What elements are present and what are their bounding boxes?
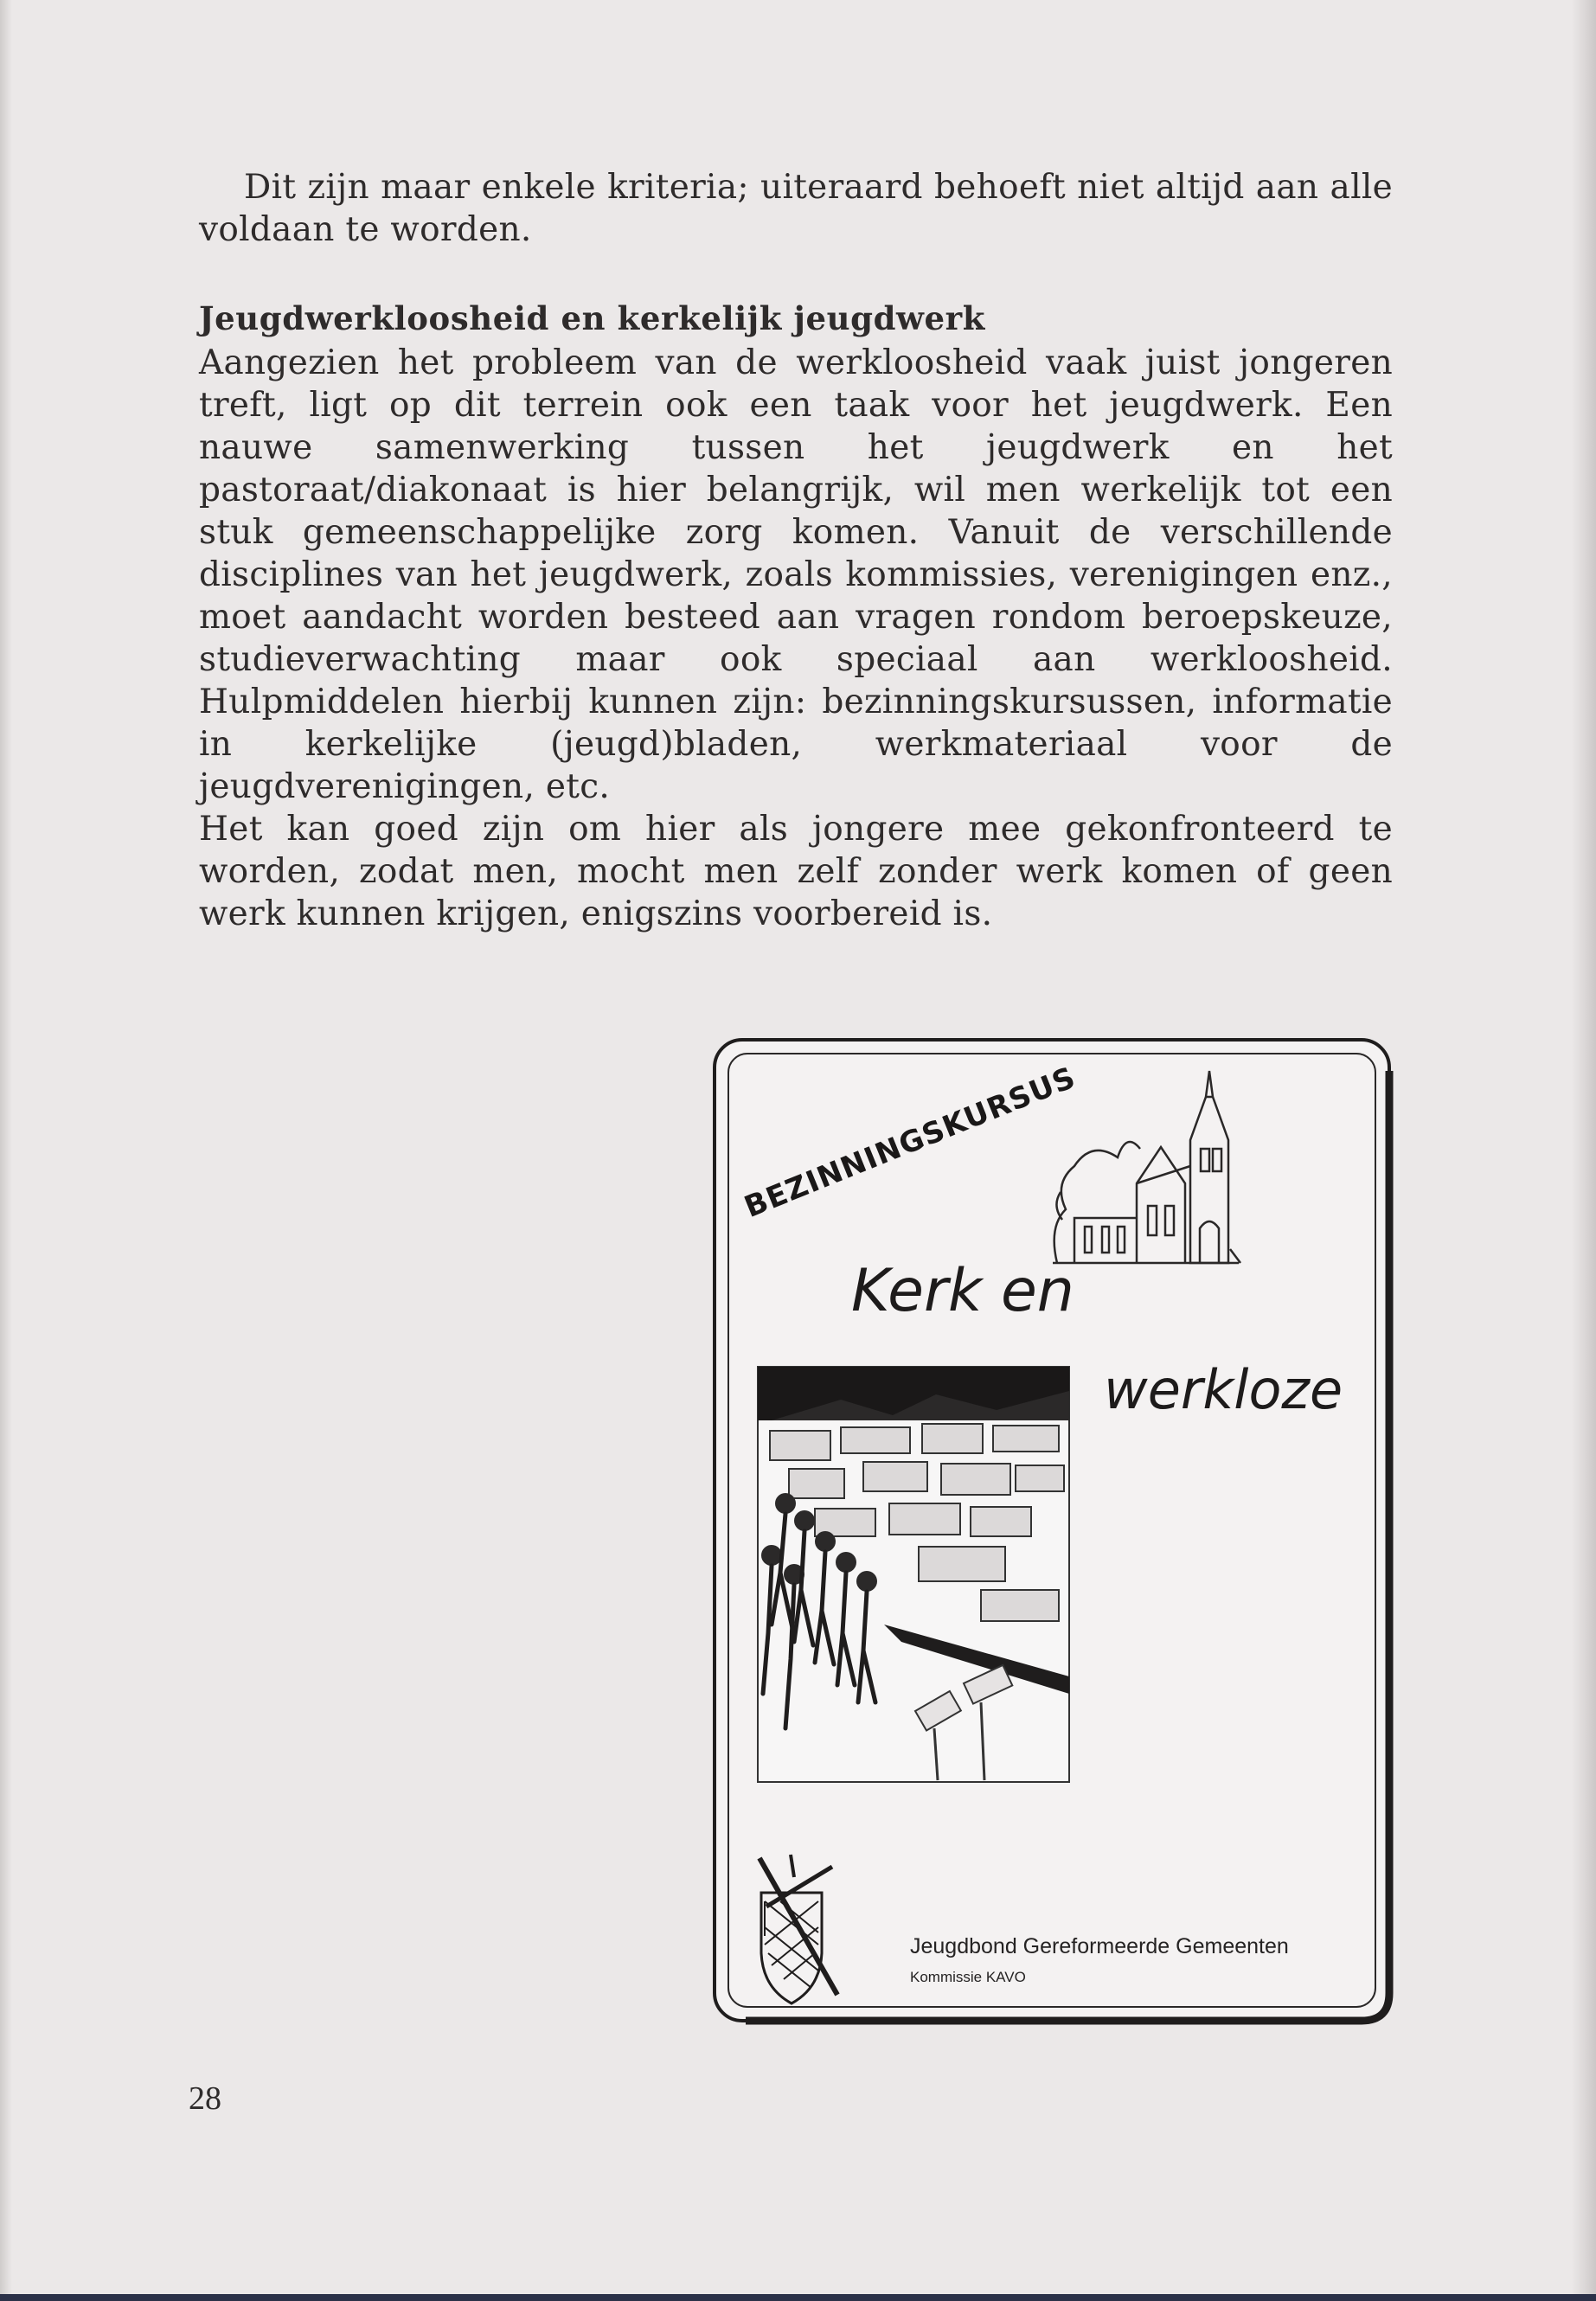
- body-paragraph-2: Het kan goed zijn om hier als jongere mee gekonfronteerd te worden, zodat men, mocht men zelf zonder werk komen of geen werk kunnen krijgen, enigszins voorbereid is.: [199, 810, 1393, 933]
- page-right-edge: [1572, 0, 1596, 2301]
- poster-banner: BEZINNINGSKURSUS: [740, 1060, 1081, 1225]
- street-scene-illustration: [758, 1367, 1069, 1782]
- poster-title-line1: Kerk en: [851, 1257, 1074, 1325]
- page-left-shadow: [0, 0, 12, 2301]
- intro-paragraph: Dit zijn maar enkele kriteria; uiteraard behoeft niet altijd aan alle voldaan te worden.: [199, 168, 1393, 249]
- poster-organization: Jeugdbond Gereformeerde Gemeenten: [910, 1934, 1289, 1958]
- body-paragraph-1: Aangezien het probleem van de werkloosheid vaak juist jongeren treft, ligt op dit terrein ook een taak voor het jeugdwerk. Een nauwe samenwerking tussen het jeugdwerk en het pastoraat/diakonaat is hier belangrijk, wil men werkelijk tot een stuk gemeenschappelijke zorg komen. Vanuit de verschillende disciplines van het jeugdwerk, zoals kommissies, verenigingen enz., moet aandacht worden besteed aan vragen rondom beroepskeuze, studieverwachting maar ook speciaal aan werkloosheid. Hulpmiddelen hierbij kunnen zijn: bezinningskursussen, informatie in kerkelijke (jeugd)bladen, werkmateriaal voor de jeugdverenigingen, etc.: [199, 343, 1393, 806]
- poster-committee: Kommissie KAVO: [910, 1969, 1026, 1985]
- section-heading: Jeugdwerkloosheid en kerkelijk jeugdwerk: [199, 299, 985, 337]
- bottom-edge-band: [0, 2294, 1596, 2301]
- poster-title-line2: werkloze: [1104, 1358, 1343, 1421]
- page-number: 28: [189, 2080, 221, 2117]
- body-text: [199, 166, 1393, 935]
- course-poster: [711, 1036, 1394, 2026]
